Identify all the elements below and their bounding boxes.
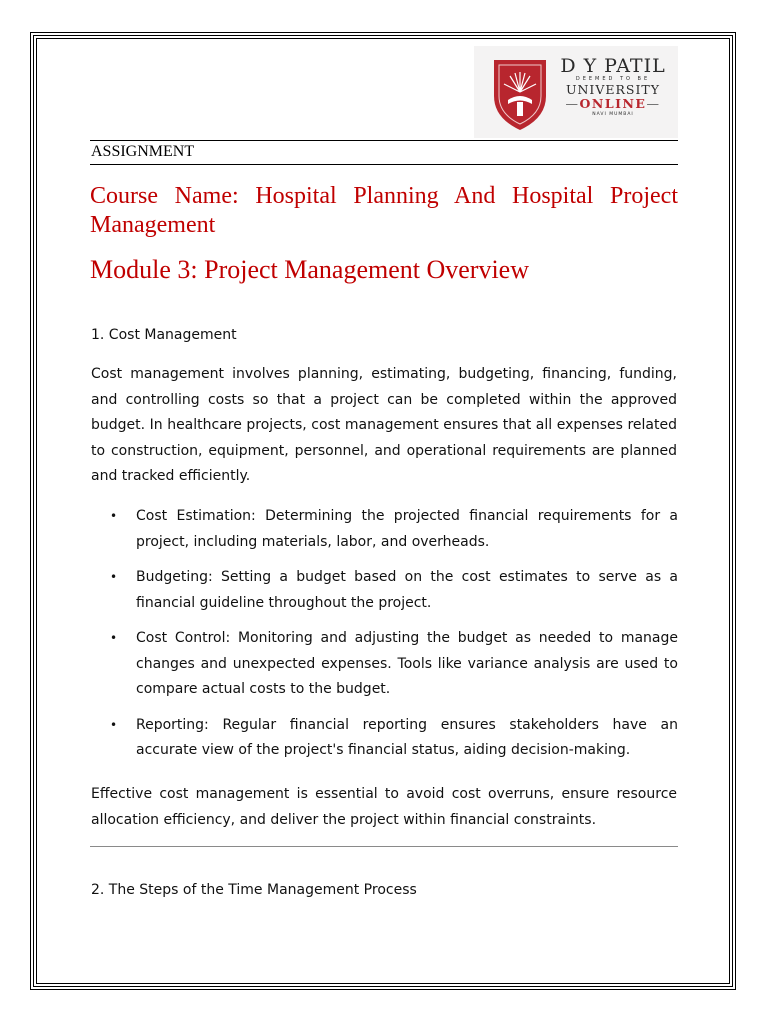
- section-divider: [90, 846, 678, 847]
- bullet-cost-control: [110, 626, 678, 703]
- assignment-rule: [90, 164, 678, 165]
- bullet-reporting: [110, 713, 678, 764]
- bullet-text: Cost Control: Monitoring and adjusting the budget as needed to manage changes and unexpected expenses. Tools like variance analysis are used to compare actual costs to the budget.: [136, 630, 678, 697]
- bullet-dot-icon: •: [110, 717, 118, 732]
- module-title: Module 3: Project Management Overview: [90, 255, 529, 284]
- section-heading-cost-management: 1. Cost Management: [91, 327, 237, 343]
- bullet-cost-estimation: [110, 504, 678, 555]
- assignment-label: ASSIGNMENT: [91, 143, 195, 160]
- bullet-dot-icon: •: [110, 509, 118, 523]
- logo-university: UNIVERSITY: [565, 82, 661, 97]
- top-rule: [90, 140, 678, 141]
- logo-deemed: DEEMED TO BE: [575, 76, 651, 82]
- university-logo: [474, 46, 678, 138]
- bullet-text: Budgeting: Setting a budget based on the cost estimates to serve as a financial guideline throughout the project.: [136, 569, 678, 611]
- shield-emblem-icon: [488, 52, 552, 132]
- logo-online-text: ONLINE: [579, 96, 647, 111]
- bullet-dot-icon: •: [110, 631, 118, 645]
- bullet-dot-icon: •: [110, 570, 118, 584]
- logo-online: [554, 97, 672, 111]
- course-title: Course Name: Hospital Planning And Hospital Project Management: [90, 183, 678, 238]
- cost-management-bullets: [110, 504, 678, 774]
- bullet-text: Reporting: Regular financial reporting ensures stakeholders have an accurate view of the project's financial status, aiding decision-making.: [136, 716, 678, 758]
- bullet-text: Cost Estimation: Determining the projected financial requirements for a project, including materials, labor, and overheads.: [136, 508, 678, 550]
- logo-place: NAVI MUMBAI: [592, 112, 634, 117]
- cost-management-intro: Cost management involves planning, estimating, budgeting, financing, funding, and controlling costs so that a project can be completed within the approved budget. In healthcare projects, cost management ensures that all expenses related to construction, equipment, personnel, and operational requirements are planned and tracked efficiently.: [91, 366, 677, 484]
- section-heading-time-management: 2. The Steps of the Time Management Process: [91, 882, 417, 898]
- bullet-budgeting: [110, 565, 678, 616]
- logo-name: D Y PATIL: [560, 55, 666, 77]
- cost-management-conclusion: Effective cost management is essential to avoid cost overruns, ensure resource allocation efficiency, and deliver the project within financial constraints.: [91, 786, 677, 828]
